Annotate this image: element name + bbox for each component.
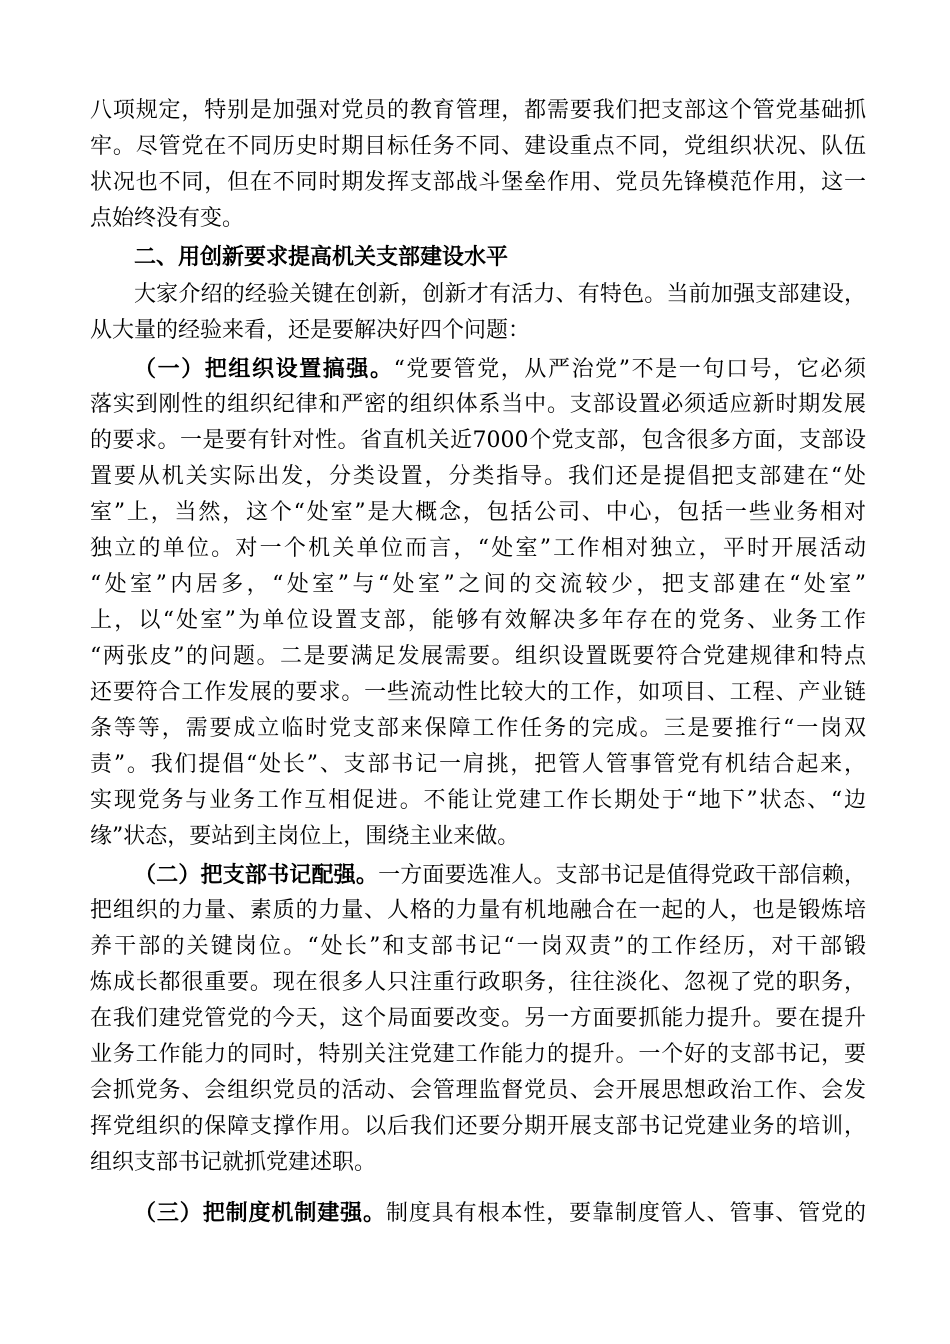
- body-line: 从大量的经验来看，还是要解决好四个问题：: [90, 318, 531, 343]
- body-line: 组织支部书记就抓党建述职。: [90, 1150, 377, 1175]
- subsection-paragraph-start: （一）把组织设置搞强。“党要管党，从严治党”不是一句口号，它必须: [134, 356, 866, 382]
- body-line: 条等等，需要成立临时党支部来保障工作任务的完成。三是要推行“一岗双: [90, 716, 866, 741]
- body-line: 会抓党务、会组织党员的活动、会管理监督党员、会开展思想政治工作、会发: [90, 1078, 866, 1103]
- body-line: 八项规定，特别是加强对党员的教育管理，都需要我们把支部这个管党基础抓: [90, 98, 866, 123]
- body-line: “处室”内居多，“处室”与“处室”之间的交流较少，把支部建在“处室”: [90, 572, 866, 597]
- body-line: 独立的单位。对一个机关单位而言，“处室”工作相对独立，平时开展活动: [90, 536, 866, 561]
- body-line: 养干部的关键岗位。“处长”和支部书记“一岗双责”的工作经历，对干部锻: [90, 934, 866, 959]
- body-line: 业务工作能力的同时，特别关注党建工作能力的提升。一个好的支部书记，要: [90, 1042, 866, 1067]
- body-line: 在我们建党管党的今天，这个局面要改变。另一方面要抓能力提升。要在提升: [90, 1006, 866, 1031]
- subsection-heading: （二）把支部书记配强。: [134, 862, 379, 888]
- body-line: 实现党务与业务工作互相促进。不能让党建工作长期处于“地下”状态、“边: [90, 788, 866, 813]
- body-line: 把组织的力量、素质的力量、人格的力量有机地融合在一起的人，也是锻炼培: [90, 898, 866, 923]
- body-line: 的要求。一是要有针对性。省直机关近7000个党支部，包含很多方面，支部设: [90, 428, 866, 453]
- section-heading: 二、用创新要求提高机关支部建设水平: [134, 244, 509, 270]
- body-line: 责”。我们提倡“处长”、支部书记一肩挑，把管人管事管党有机结合起来，: [90, 752, 866, 777]
- subsection-paragraph-start: （二）把支部书记配强。一方面要选准人。支部书记是值得党政干部信赖，: [134, 862, 866, 888]
- body-line: 室”上，当然，这个“处室”是大概念，包括公司、中心，包括一些业务相对: [90, 500, 866, 525]
- body-line: “两张皮”的问题。二是要满足发展需要。组织设置既要符合党建规律和特点: [90, 644, 866, 669]
- body-line: 牢。尽管党在不同历史时期目标任务不同、建设重点不同，党组织状况、队伍: [90, 134, 866, 159]
- body-line: 挥党组织的保障支撑作用。以后我们还要分期开展支部书记党建业务的培训，: [90, 1114, 866, 1139]
- body-line: 置要从机关实际出发，分类设置，分类指导。我们还是提倡把支部建在“处: [90, 464, 866, 489]
- body-line: 落实到刚性的组织纪律和严密的组织体系当中。支部设置必须适应新时期发展: [90, 392, 866, 417]
- subsection-paragraph-start: （三）把制度机制建强。制度具有根本性，要靠制度管人、管事、管党的: [134, 1200, 866, 1226]
- body-line: 上，以“处室”为单位设置支部，能够有效解决多年存在的党务、业务工作: [90, 608, 866, 633]
- subsection-heading: （一）把组织设置搞强。: [134, 356, 394, 382]
- body-line: 炼成长都很重要。现在很多人只注重行政职务，往往淡化、忽视了党的职务，: [90, 970, 866, 995]
- body-line: 大家介绍的经验关键在创新，创新才有活力、有特色。当前加强支部建设，: [134, 282, 866, 307]
- body-line: 还要符合工作发展的要求。一些流动性比较大的工作，如项目、工程、产业链: [90, 680, 866, 705]
- subsection-heading: （三）把制度机制建强。: [134, 1200, 386, 1226]
- body-line: 状况也不同，但在不同时期发挥支部战斗堡垒作用、党员先锋模范作用，这一: [90, 170, 866, 195]
- body-line: 点始终没有变。: [90, 206, 245, 231]
- body-line: 缘”状态，要站到主岗位上，围绕主业来做。: [90, 824, 520, 849]
